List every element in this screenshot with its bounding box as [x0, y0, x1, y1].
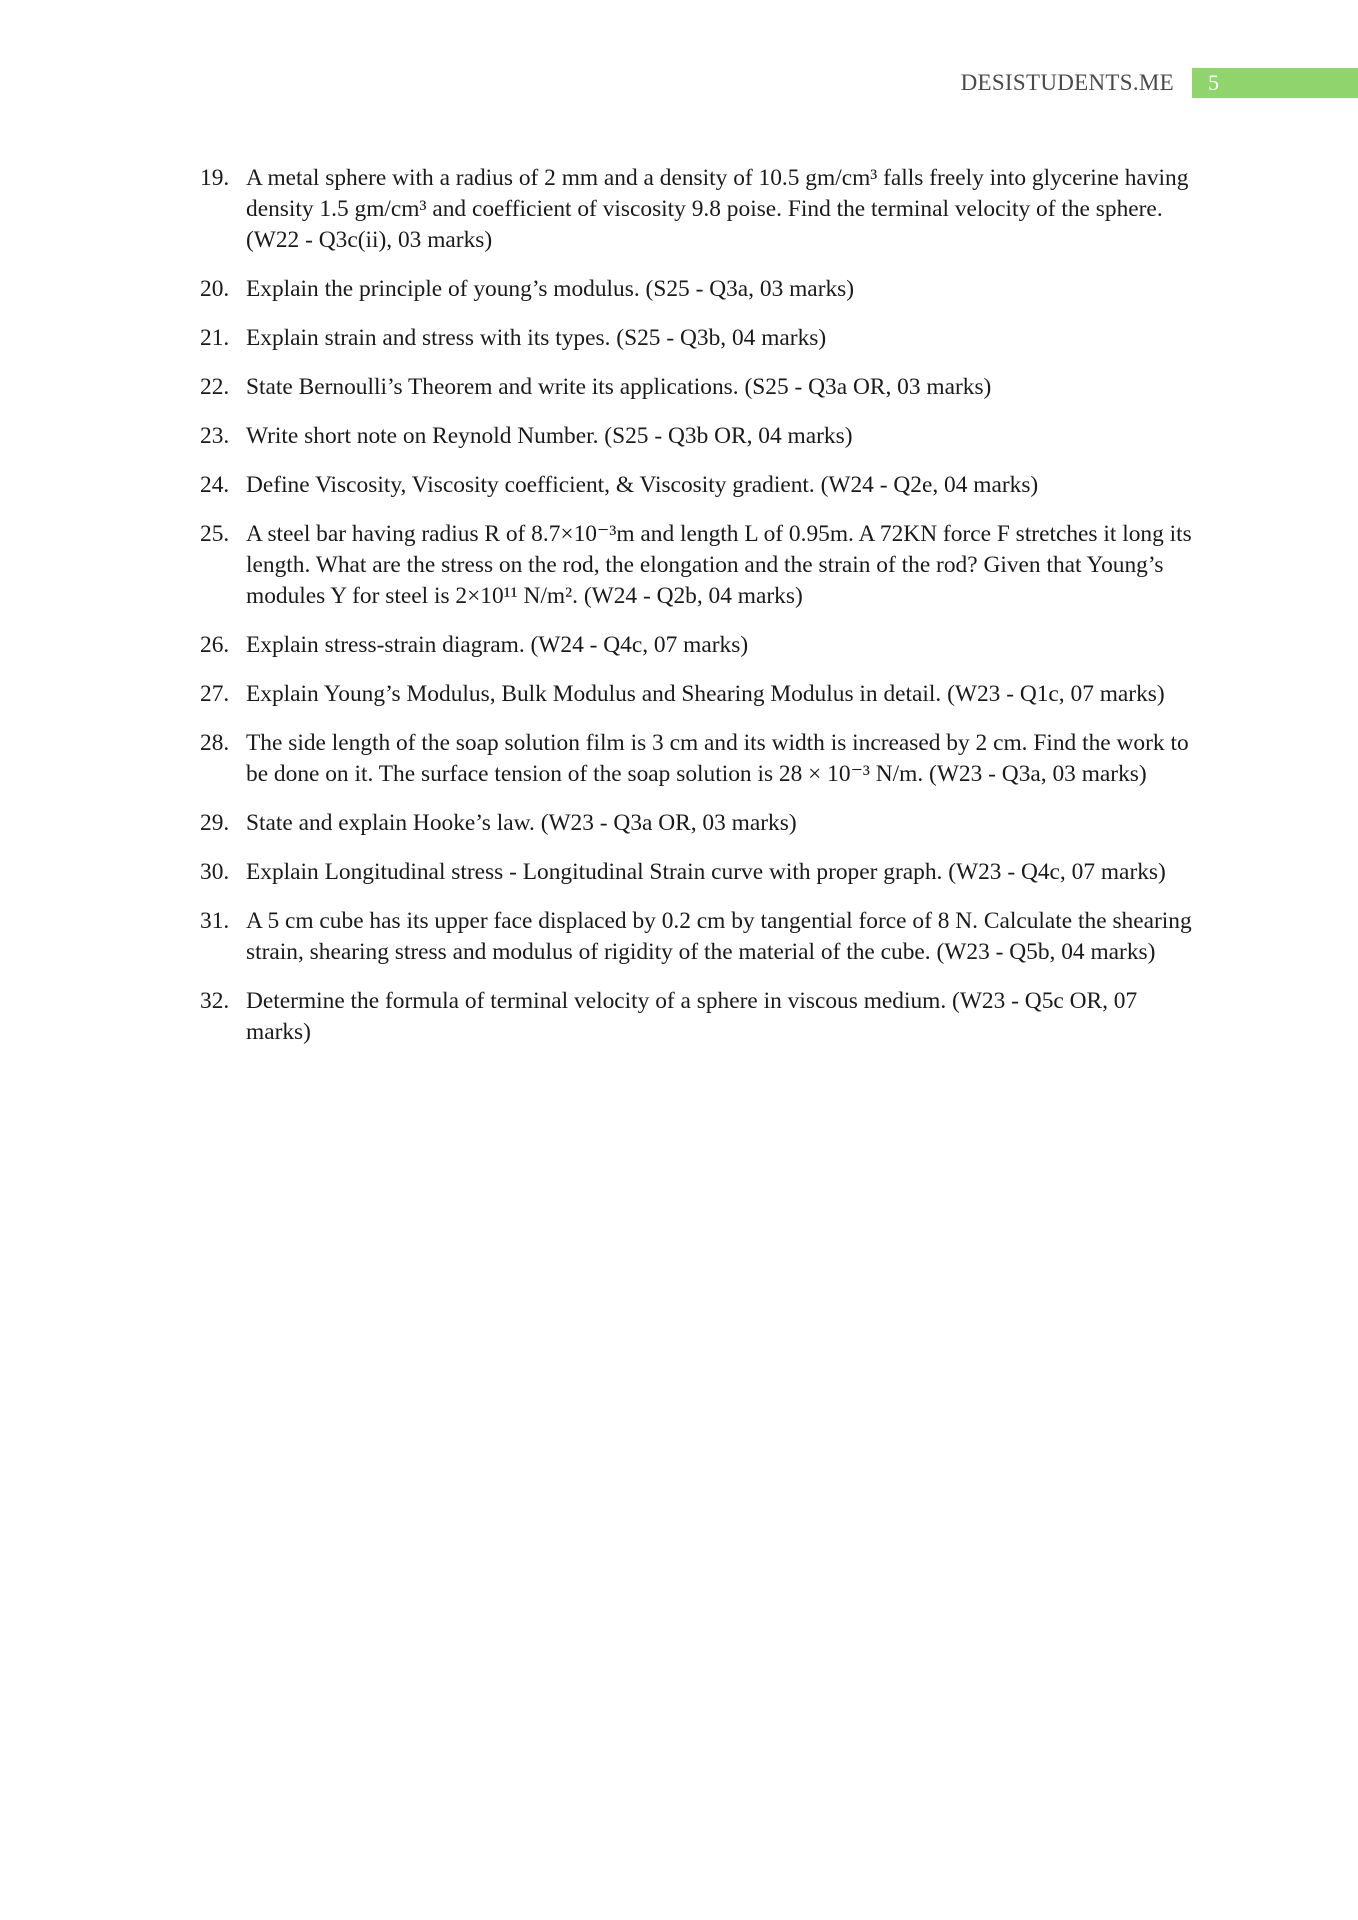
question-number: 22.: [200, 374, 230, 400]
question-item: [200, 630, 1200, 661]
question-item: [200, 163, 1200, 256]
question-text: Determine the formula of terminal velocity of a sphere in viscous medium. (W23 - Q5c OR, 07 marks): [246, 988, 1138, 1045]
question-text: A metal sphere with a radius of 2 mm and a density of 10.5 gm/cm³ falls freely into glycerine having density 1.5 gm/cm³ and coefficient of viscosity 9.8 poise. Find the terminal velocity of the sphere. (W22 - Q3c(ii), 03 marks): [246, 165, 1189, 253]
question-text: Explain Longitudinal stress - Longitudinal Strain curve with proper graph. (W23 - Q4c, 07 marks): [246, 859, 1166, 885]
question-text: Define Viscosity, Viscosity coefficient, & Viscosity gradient. (W24 - Q2e, 04 marks): [246, 472, 1039, 498]
question-text: Explain strain and stress with its types. (S25 - Q3b, 04 marks): [246, 325, 827, 351]
question-text: A 5 cm cube has its upper face displaced by 0.2 cm by tangential force of 8 N. Calculate the shearing strain, shearing stress and modulus of rigidity of the material of the cube. (W23 - Q5b, 04 marks): [246, 908, 1192, 965]
question-number: 29.: [200, 810, 230, 836]
question-item: [200, 808, 1200, 839]
question-item: [200, 857, 1200, 888]
question-number: 28.: [200, 730, 230, 756]
question-text: State Bernoulli’s Theorem and write its applications. (S25 - Q3a OR, 03 marks): [246, 374, 992, 400]
question-number: 19.: [200, 165, 230, 191]
question-number: 32.: [200, 988, 230, 1014]
question-item: [200, 274, 1200, 305]
question-text: State and explain Hooke’s law. (W23 - Q3a OR, 03 marks): [246, 810, 797, 836]
page-number-tab: [1192, 68, 1358, 98]
page-header: [0, 68, 1358, 98]
question-text: Explain Young’s Modulus, Bulk Modulus and Shearing Modulus in detail. (W23 - Q1c, 07 marks): [246, 681, 1165, 707]
question-number: 23.: [200, 423, 230, 449]
question-item: [200, 519, 1200, 612]
question-list: [200, 163, 1200, 1066]
question-text: Explain stress-strain diagram. (W24 - Q4c, 07 marks): [246, 632, 749, 658]
question-item: [200, 323, 1200, 354]
question-item: [200, 470, 1200, 501]
question-number: 27.: [200, 681, 230, 707]
question-item: [200, 679, 1200, 710]
page-number: 5: [1208, 70, 1219, 95]
question-item: [200, 728, 1200, 790]
question-text: Explain the principle of young’s modulus. (S25 - Q3a, 03 marks): [246, 276, 855, 302]
question-number: 26.: [200, 632, 230, 658]
site-name: DESISTUDENTS.ME: [960, 70, 1174, 95]
question-number: 25.: [200, 521, 230, 547]
question-number: 30.: [200, 859, 230, 885]
question-text: Write short note on Reynold Number. (S25 - Q3b OR, 04 marks): [246, 423, 853, 449]
question-number: 20.: [200, 276, 230, 302]
question-item: [200, 372, 1200, 403]
question-text: A steel bar having radius R of 8.7×10⁻³m and length L of 0.95m. A 72KN force F stretches it long its length. What are the stress on the rod, the elongation and the strain of the rod? Given that Young’s modules Y for steel is 2×10¹¹ N/m². (W24 - Q2b, 04 marks): [246, 521, 1192, 609]
question-item: [200, 906, 1200, 968]
question-number: 31.: [200, 908, 230, 934]
question-item: [200, 421, 1200, 452]
question-number: 21.: [200, 325, 230, 351]
question-text: The side length of the soap solution film is 3 cm and its width is increased by 2 cm. Find the work to be done on it. The surface tension of the soap solution is 28 × 10⁻³ N/m. (W23 - Q3a, 03 marks): [246, 730, 1189, 787]
question-item: [200, 986, 1200, 1048]
question-number: 24.: [200, 472, 230, 498]
